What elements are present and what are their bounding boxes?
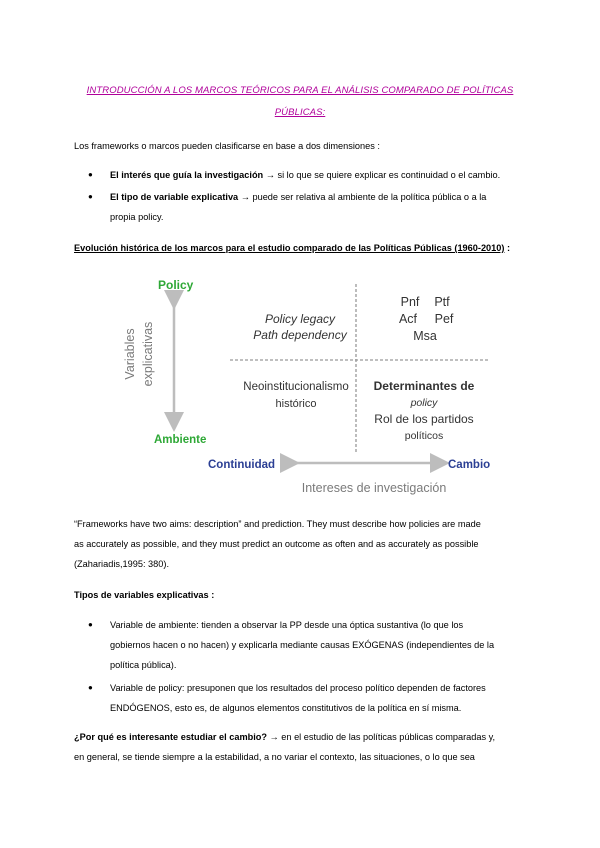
quadrant-bottom-right-line-3: Rol de los partidos	[374, 412, 474, 426]
y-axis-title-line-2: explicativas	[141, 321, 155, 387]
quadrant-bottom-right-line-2: policy	[410, 397, 438, 409]
quadrant-top-left-line-1: Policy legacy	[264, 312, 336, 326]
arrow-right-icon: →	[263, 170, 278, 180]
why-question: ¿Por qué es interesante estudiar el cambio?	[74, 732, 267, 742]
bullet-icon: ●	[88, 683, 93, 692]
dimension-1-term: El interés que guía la investigación	[110, 170, 264, 180]
evolution-heading-suffix: :	[504, 243, 511, 253]
x-axis-title: Intereses de investigación	[301, 481, 447, 495]
dimension-item-2	[110, 187, 528, 227]
y-axis-title-line-1: Variables	[123, 328, 137, 380]
bullet-icon: ●	[88, 192, 93, 201]
type-2-line-1: Variable de policy: presuponen que los resultados del proceso político dependen de factores	[110, 683, 486, 693]
arrow-right-icon: →	[267, 732, 282, 742]
cambio-axis-label: Cambio	[448, 459, 491, 471]
evolution-heading-text: Evolución histórica de los marcos para el estudio comparado de las Políticas Públicas (1960-2010)	[74, 243, 505, 253]
types-heading: Tipos de variables explicativas :	[74, 590, 215, 600]
dimension-2-term: El tipo de variable explicativa	[110, 192, 239, 202]
dimension-item-1	[110, 165, 528, 185]
quadrant-bottom-right-line-1: Determinantes de	[373, 379, 475, 393]
quote-paragraph	[74, 514, 526, 574]
type-item-policy	[110, 678, 528, 718]
policy-axis-label: Policy	[158, 278, 194, 292]
document-title	[70, 80, 530, 124]
title-line-1: INTRODUCCIÓN A LOS MARCOS TEÓRICOS PARA EL ANÁLISIS COMPARADO DE POLÍTICAS	[86, 85, 514, 96]
why-text: en el estudio de las políticas públicas comparadas y,	[281, 732, 496, 742]
quadrant-top-left-line-2: Path dependency	[253, 328, 347, 342]
type-1-line-2: gobiernos hacen o no hacen) y explicarla mediante causas EXÓGENAS (independientes de la	[110, 640, 495, 650]
quote-line-1: “Frameworks have two aims: description” and prediction. They must describe how policies are made	[74, 519, 481, 529]
type-2-line-2: ENDÓGENOS, esto es, de algunos elementos constitutivos de la política en sí misma.	[110, 703, 462, 713]
evolution-heading	[74, 238, 526, 258]
framework-ptf: Ptf	[434, 295, 450, 309]
dimension-2-text-cont: propia policy.	[110, 212, 164, 222]
type-item-ambiente	[110, 615, 528, 675]
dimension-1-text: si lo que se quiere explicar es continuidad o el cambio.	[277, 170, 501, 180]
framework-msa: Msa	[413, 329, 437, 343]
title-line-2: PÚBLICAS:	[274, 107, 326, 118]
continuidad-axis-label: Continuidad	[208, 459, 276, 471]
bullet-icon: ●	[88, 620, 93, 629]
quote-line-3: (Zahariadis,1995: 380).	[74, 559, 169, 569]
dimension-2-text: puede ser relativa al ambiente de la política pública o a la	[252, 192, 487, 202]
framework-pef: Pef	[434, 312, 454, 326]
arrow-right-icon: →	[238, 192, 253, 202]
frameworks-diagram	[118, 272, 498, 502]
quadrant-bottom-left-line-1: Neoinstitucionalismo	[243, 381, 349, 393]
quadrant-bottom-right-line-4: políticos	[404, 430, 444, 442]
intro-paragraph: Los frameworks o marcos pueden clasificarse en base a dos dimensiones :	[74, 141, 380, 151]
framework-pnf: Pnf	[400, 295, 420, 309]
type-1-line-1: Variable de ambiente: tienden a observar la PP desde una óptica sustantiva (lo que los	[110, 620, 464, 630]
framework-acf: Acf	[398, 312, 418, 326]
why-line-2: en general, se tiende siempre a la estabilidad, a no variar el contexto, las situaciones, o lo que sea	[74, 752, 475, 762]
quote-line-2: as accurately as possible, and they must predict an outcome as often and as accurately as possible	[74, 539, 479, 549]
why-line-1	[74, 727, 526, 747]
quadrant-bottom-left-line-2: histórico	[275, 398, 317, 410]
type-1-line-3: política pública).	[110, 660, 177, 670]
ambiente-axis-label: Ambiente	[154, 434, 207, 446]
why-paragraph	[74, 727, 526, 767]
bullet-icon: ●	[88, 170, 93, 179]
